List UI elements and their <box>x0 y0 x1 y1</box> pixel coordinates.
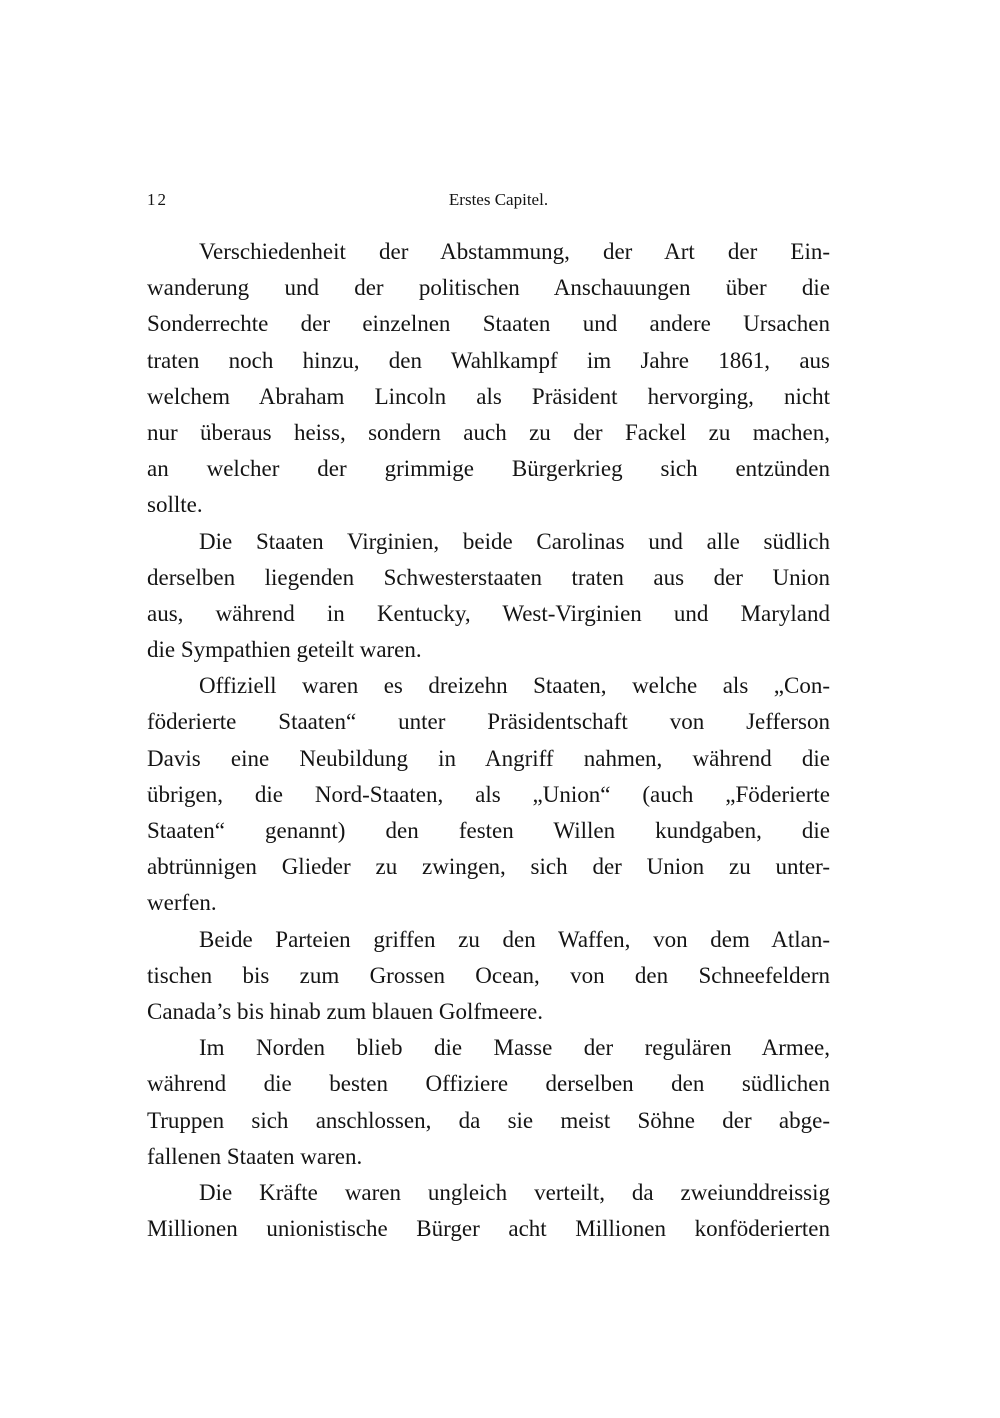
text-line: Staaten“ genannt) den festen Willen kundgaben, die <box>147 818 830 843</box>
text-line: abtrünnigen Glieder zu zwingen, sich der Union zu unter- <box>147 854 830 880</box>
text-line: tischen bis zum Grossen Ocean, von den Schneefeldern <box>147 962 830 988</box>
text-line: Die Kräfte waren ungleich verteilt, da zweiunddreissig <box>199 1179 830 1205</box>
text-line: sollte. <box>147 492 203 518</box>
text-line: föderierte Staaten“ unter Präsidentschaft von Jefferson <box>147 709 830 735</box>
text-line: die Sympathien geteilt waren. <box>147 637 422 663</box>
text-line: Im Norden blieb die Masse der regulären Armee, <box>199 1035 830 1061</box>
text-line: an welcher der grimmige Bürgerkrieg sich entzünden <box>147 456 830 482</box>
text-line: Canada’s bis hinab zum blauen Golfmeere. <box>147 998 543 1024</box>
text-line: Truppen sich anschlossen, da sie meist Söhne der abge- <box>147 1107 830 1133</box>
chapter-title: Erstes Capitel. <box>448 190 549 209</box>
text-line: Offiziell waren es dreizehn Staaten, welche als „Con- <box>199 673 830 699</box>
text-line: Millionen unionistische Bürger acht Millionen konföderierten <box>147 1216 830 1242</box>
text-line: Davis eine Neubildung in Angriff nahmen, während die <box>147 745 830 771</box>
text-line: Die Staaten Virginien, beide Carolinas und alle südlich <box>199 528 830 554</box>
text-line: während die besten Offiziere derselben den südlichen <box>147 1071 830 1097</box>
text-line: übrigen, die Nord-Staaten, als „Union“ (auch „Föderierte <box>147 781 830 807</box>
page-number: 12 <box>147 190 168 209</box>
text-line: Sonderrechte der einzelnen Staaten und andere Ursachen <box>147 311 830 337</box>
text-line: aus, während in Kentucky, West-Virginien und Maryland <box>147 600 830 626</box>
text-line: fallenen Staaten waren. <box>147 1143 363 1169</box>
text-line: traten noch hinzu, den Wahlkampf im Jahre 1861, aus <box>147 347 830 373</box>
text-line: wanderung und der politischen Anschauungen über die <box>147 275 830 301</box>
text-line: welchem Abraham Lincoln als Präsident hervorging, nicht <box>147 383 830 409</box>
text-line: werfen. <box>147 890 217 916</box>
body-text <box>147 234 830 1247</box>
text-line: derselben liegenden Schwesterstaaten traten aus der Union <box>147 564 830 590</box>
text-line: Beide Parteien griffen zu den Waffen, von dem Atlan- <box>199 926 830 952</box>
running-head <box>147 188 830 212</box>
text-line: nur überaus heiss, sondern auch zu der Fackel zu machen, <box>147 419 830 445</box>
text-line: Verschiedenheit der Abstammung, der Art der Ein- <box>199 239 830 264</box>
